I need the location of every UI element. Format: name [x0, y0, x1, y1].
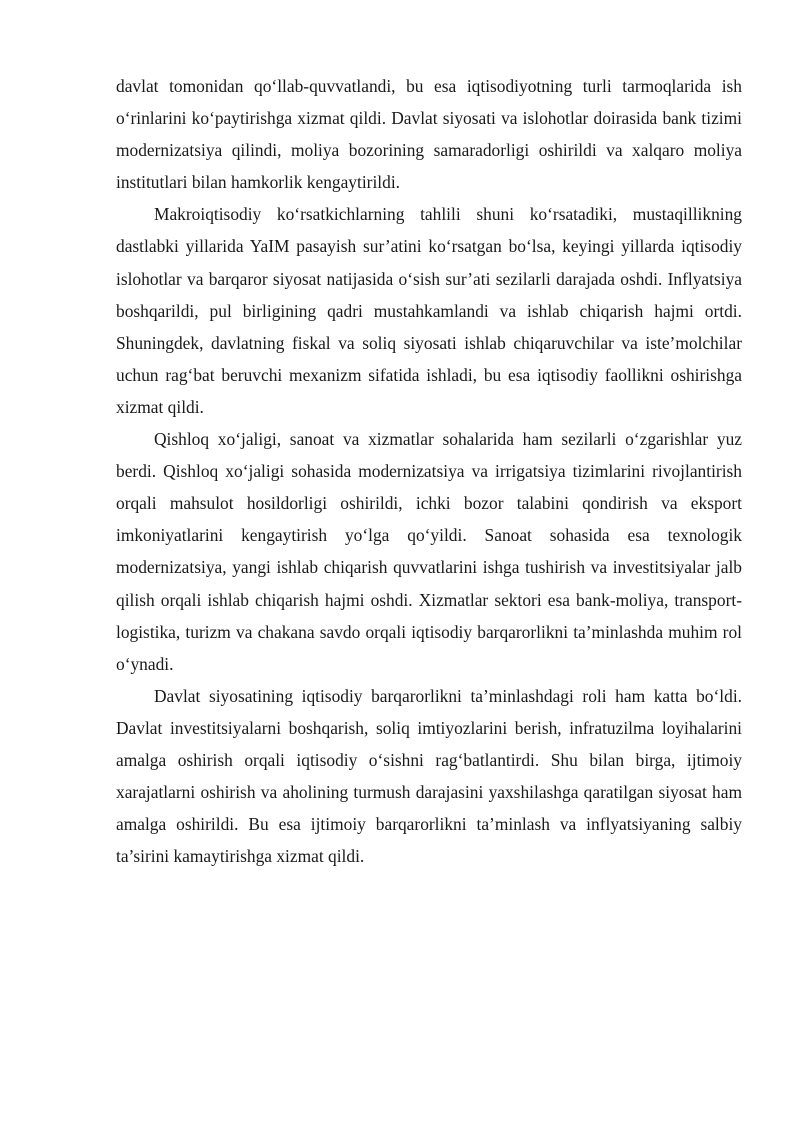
paragraph-state-policy: Davlat siyosatining iqtisodiy barqarorlikni ta’minlashdagi roli ham katta bo‘ldi. Davlat investitsiyalarni boshqarish, soliq imtiyozlarini berish, infratuzilma loyihalarini amalga oshirish orqali iqtisodiy o‘sishni rag‘batlantirdi. Shu bilan birga, ijtimoiy xarajatlarni oshirish va aholining turmush darajasini yaxshilashga qaratilgan siyosat ham amalga oshirildi. Bu esa ijtimoiy barqarorlikni ta’minlash va inflyatsiyaning salbiy ta’sirini kamaytirishga xizmat qildi. [116, 685, 742, 867]
paragraph-continuation: davlat tomonidan qo‘llab-quvvatlandi, bu esa iqtisodiyotning turli tarmoqlarida ish o‘rinlarini ko‘paytirishga xizmat qildi. Davlat siyosati va islohotlar doirasida bank tizimi modernizatsiya qilindi, moliya bozorining samaradorligi oshirildi va xalqaro moliya institutlari bilan hamkorlik kengaytirildi. [116, 76, 742, 193]
paragraph-macroeconomic-indicators: Makroiqtisodiy ko‘rsatkichlarning tahlili shuni ko‘rsatadiki, mustaqillikning dastlabki yillarida YaIM pasayish sur’atini ko‘rsatgan bo‘lsa, keyingi yillarda iqtisodiy islohotlar va barqaror siyosat natijasida o‘sish sur’ati sezilarli darajada oshdi. Inflyatsiya boshqarildi, pul birligining qadri mustahkamlandi va ishlab chiqarish hajmi ortdi. Shuningdek, davlatning fiskal va soliq siyosati ishlab chiqaruvchilar va iste’molchilar uchun rag‘bat beruvchi mexanizm sifatida ishladi, bu esa iqtisodiy faollikni oshirishga xizmat qildi. [116, 204, 742, 417]
paragraph-sectors: Qishloq xo‘jaligi, sanoat va xizmatlar sohalarida ham sezilarli o‘zgarishlar yuz berdi. Qishloq xo‘jaligi sohasida modernizatsiya va irrigatsiya tizimlarini rivojlantirish orqali mahsulot hosildorligi oshirildi, ichki bozor talabini qondirish va eksport imkoniyatlarini kengaytirish yo‘lga qo‘yildi. Sanoat sohasida esa texnologik modernizatsiya, yangi ishlab chiqarish quvvatlarini ishga tushirish va investitsiyalar jalb qilish orqali ishlab chiqarish hajmi oshdi. Xizmatlar sektori esa bank-moliya, transport-logistika, turizm va chakana savdo orqali iqtisodiy barqarorlikni ta’minlashda muhim rol o‘ynadi. [116, 429, 742, 674]
body-text [116, 70, 742, 872]
